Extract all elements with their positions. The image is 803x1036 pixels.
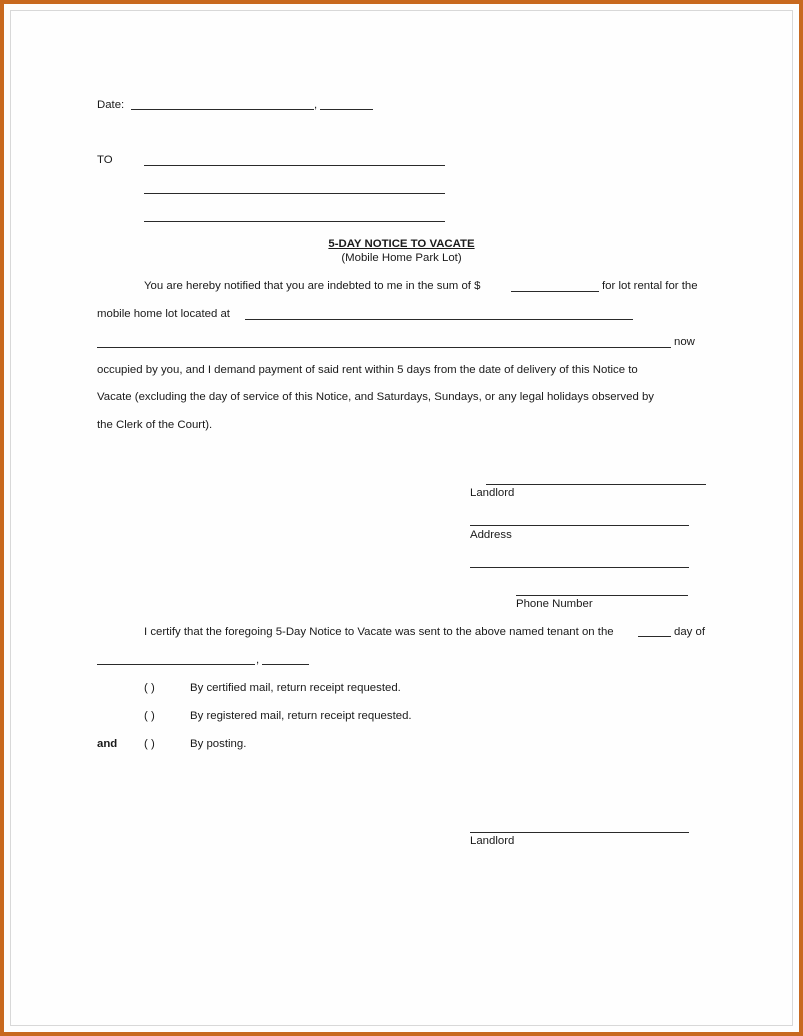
footer-landlord-label: Landlord xyxy=(470,835,515,847)
landlord-label: Landlord xyxy=(470,487,515,499)
body-line-1-start: You are hereby notified that you are indebted to me in the sum of $ xyxy=(144,280,481,292)
body-line-1-end: for lot rental for the xyxy=(602,280,698,292)
phone-label: Phone Number xyxy=(516,598,593,610)
footer-landlord-signature-blank[interactable] xyxy=(470,832,689,833)
body-line-4: occupied by you, and I demand payment of said rent within 5 days from the date of delivery of this Notice to xyxy=(97,364,638,376)
body-line-2-start: mobile home lot located at xyxy=(97,308,230,320)
option-label-registered: By registered mail, return receipt requested. xyxy=(190,710,412,722)
date-blank[interactable] xyxy=(131,109,314,110)
notice-subtitle: (Mobile Home Park Lot) xyxy=(341,252,462,264)
certify-line-1-start: I certify that the foregoing 5-Day Notice to Vacate was sent to the above named tenant on the xyxy=(144,626,614,638)
to-blank-2[interactable] xyxy=(144,193,445,194)
lot-location-blank-1[interactable] xyxy=(245,319,633,320)
page-edge xyxy=(10,10,793,1026)
to-blank-1[interactable] xyxy=(144,165,445,166)
option-checkbox-certified[interactable]: ( ) xyxy=(144,682,155,694)
address-blank-1[interactable] xyxy=(470,525,689,526)
date-comma: , xyxy=(314,99,318,111)
certify-year-blank[interactable] xyxy=(262,664,309,665)
to-label: TO xyxy=(97,154,113,166)
notice-title: 5-DAY NOTICE TO VACATE xyxy=(328,238,475,250)
option-label-posting: By posting. xyxy=(190,738,247,750)
option-prefix-and: and xyxy=(97,738,118,750)
certify-line-1-end: day of xyxy=(674,626,706,638)
certify-day-blank[interactable] xyxy=(638,636,671,637)
landlord-signature-blank[interactable] xyxy=(486,484,706,485)
option-checkbox-registered[interactable]: ( ) xyxy=(144,710,155,722)
address-blank-2[interactable] xyxy=(470,567,689,568)
year-blank[interactable] xyxy=(320,109,373,110)
date-label: Date: xyxy=(97,99,125,111)
option-checkbox-posting[interactable]: ( ) xyxy=(144,738,155,750)
body-line-3-end: now xyxy=(674,336,695,348)
option-label-certified: By certified mail, return receipt requested. xyxy=(190,682,401,694)
lot-location-blank-2[interactable] xyxy=(97,347,671,348)
amount-blank[interactable] xyxy=(511,291,599,292)
certify-month-blank[interactable] xyxy=(97,664,255,665)
body-line-6: the Clerk of the Court). xyxy=(97,419,213,431)
certify-comma: , xyxy=(256,654,260,666)
body-line-5: Vacate (excluding the day of service of this Notice, and Saturdays, Sundays, or any legal holidays observed by xyxy=(97,391,654,403)
to-blank-3[interactable] xyxy=(144,221,445,222)
phone-blank[interactable] xyxy=(516,595,688,596)
address-label: Address xyxy=(470,529,512,541)
